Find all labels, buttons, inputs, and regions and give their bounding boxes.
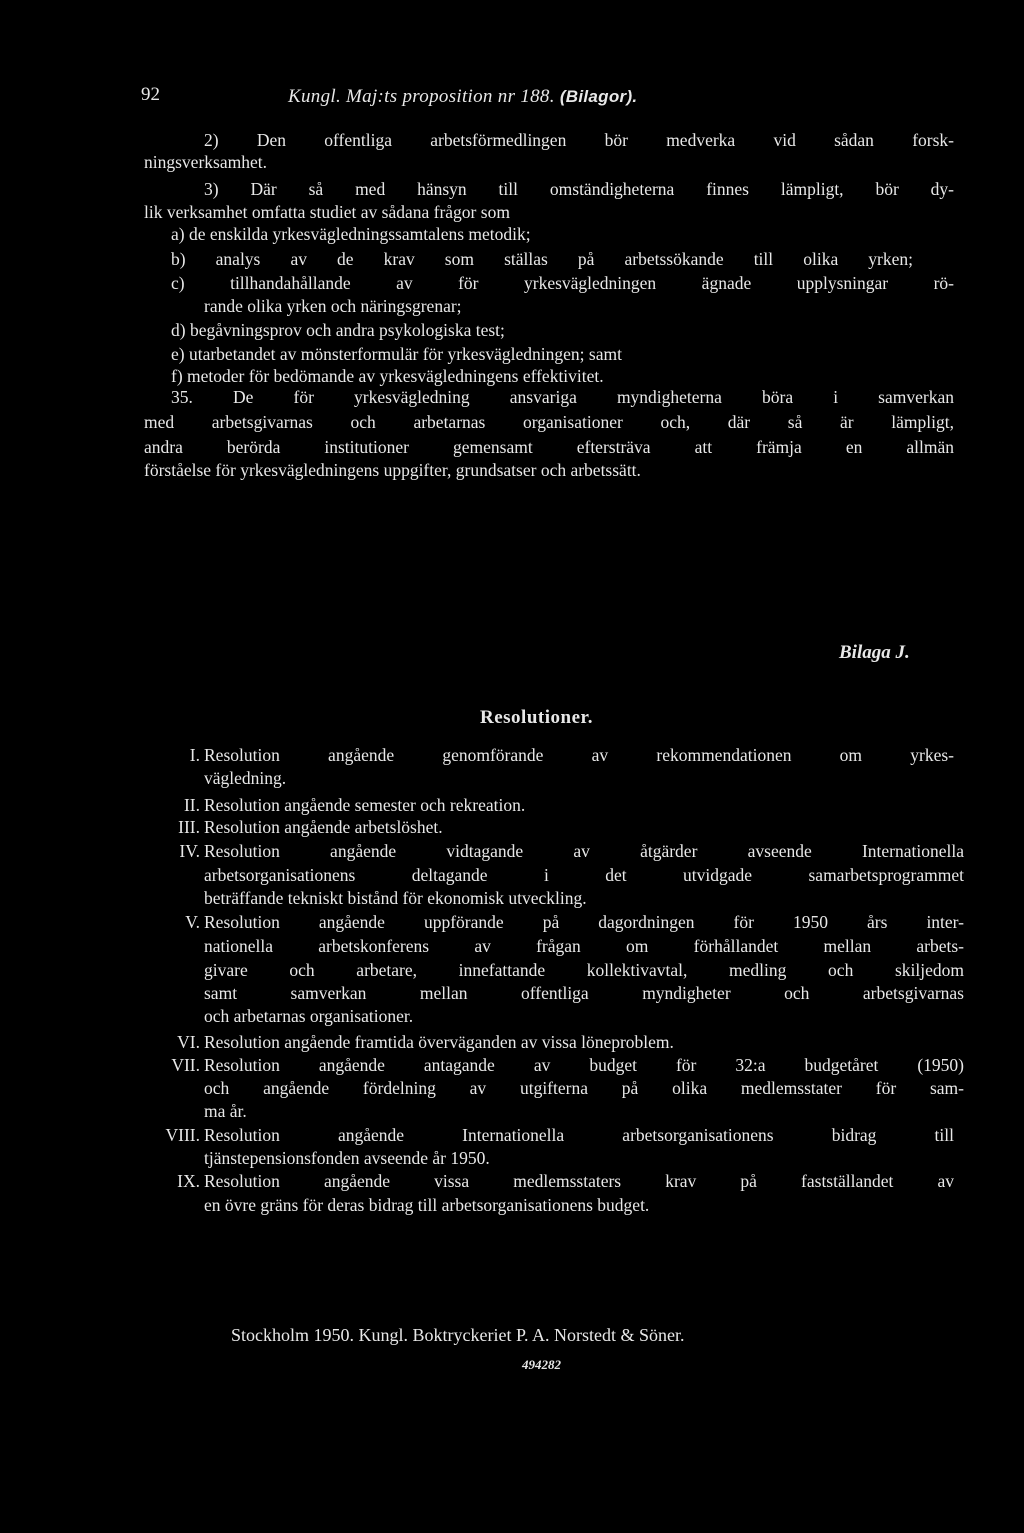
resolution-numeral: VIII. [165,1125,200,1145]
resolution-line: tjänstepensionsfonden avseende år 1950. [204,1148,490,1168]
section-title: Resolutioner. [480,707,593,728]
resolution-line: Resolution angående antagande av budget för 32:a budgetåret (1950) [204,1055,964,1075]
resolution-line: Resolution angående Internationella arbetsorganisationens bidrag till [204,1125,954,1145]
resolution-numeral: VI. [177,1032,200,1052]
resolution-numeral: IV. [179,841,200,861]
list-item: c) tillhandahållande av för yrkesvägledningen ägnade upplysningar rö- [171,273,954,293]
resolution-line: vägledning. [204,768,287,788]
resolution-numeral: VII. [171,1055,200,1075]
resolution-line: ma år. [204,1101,247,1121]
text-line: 35. De för yrkesvägledning ansvariga myndigheterna böra i samverkan [171,387,954,407]
resolution-line: en övre gräns för deras bidrag till arbetsorganisationens budget. [204,1195,650,1215]
resolution-line: och arbetarnas organisationer. [204,1006,414,1026]
resolution-line: nationella arbetskonferens av frågan om förhållandet mellan arbets- [204,936,964,956]
resolution-numeral: II. [183,795,200,815]
resolution-numeral: V. [185,912,200,932]
resolution-line: och angående fördelning av utgifterna på olika medlemsstater för sam- [204,1078,964,1098]
resolution-line: beträffande tekniskt bistånd för ekonomisk utveckling. [204,888,587,908]
list-item: b) analys av de krav som ställas på arbetssökande till olika yrken; [171,249,913,269]
resolution-line: Resolution angående framtida överväganden av vissa löneproblem. [204,1032,674,1052]
resolution-line: Resolution angående arbetslöshet. [204,817,443,837]
printer-imprint: Stockholm 1950. Kungl. Boktryckeriet P. A. Norstedt & Söner. [231,1325,685,1345]
text-line: lik verksamhet omfatta studiet av sådana frågor som [144,202,510,222]
running-head-title: Kungl. Maj:ts proposition nr 188. [288,86,555,107]
list-item: e) utarbetandet av mönsterformulär för yrkesvägledningen; samt [171,344,622,364]
resolution-numeral: I. [189,745,200,765]
list-item: d) begåvningsprov och andra psykologiska test; [171,320,505,340]
resolution-line: Resolution angående uppförande på dagordningen för 1950 års inter- [204,912,964,932]
text-line: andra berörda institutioner gemensamt eftersträva att främja en allmän [144,437,954,457]
resolution-line: samt samverkan mellan offentliga myndigheter och arbetsgivarnas [204,983,964,1003]
resolution-numeral: IX. [177,1171,200,1191]
list-item: f) metoder för bedömande av yrkesvägledningens effektivitet. [171,366,604,386]
text-line: ningsverksamhet. [144,152,267,172]
running-head-suffix: (Bilagor). [559,87,638,106]
text-line: 2) Den offentliga arbetsförmedlingen bör medverka vid sådan forsk- [204,130,954,150]
resolution-line: givare och arbetare, innefattande kollektivavtal, medling och skiljedom [204,960,964,980]
resolution-line: Resolution angående genomförande av rekommendationen om yrkes- [204,745,954,765]
text-line: förståelse för yrkesvägledningens uppgifter, grundsatser och arbetssätt. [144,460,641,480]
list-item: a) de enskilda yrkesvägledningssamtalens metodik; [171,224,531,244]
resolution-line: Resolution angående semester och rekreation. [204,795,526,815]
list-item: rande olika yrken och näringsgrenar; [204,296,462,316]
resolution-line: arbetsorganisationens deltagande i det utvidgade samarbetsprogrammet [204,865,964,885]
text-line: med arbetsgivarnas och arbetarnas organisationer och, där så är lämpligt, [144,412,954,432]
printer-code: 494282 [522,1357,561,1372]
page-number: 92 [141,84,160,105]
resolution-line: Resolution angående vissa medlemsstaters krav på fastställandet av [204,1171,954,1191]
resolution-line: Resolution angående vidtagande av åtgärder avseende Internationella [204,841,964,861]
resolution-numeral: III. [178,817,200,837]
text-line: 3) Där så med hänsyn till omständigheterna finnes lämpligt, bör dy- [204,179,954,199]
running-head [288,86,637,108]
appendix-label: Bilaga J. [839,642,910,663]
